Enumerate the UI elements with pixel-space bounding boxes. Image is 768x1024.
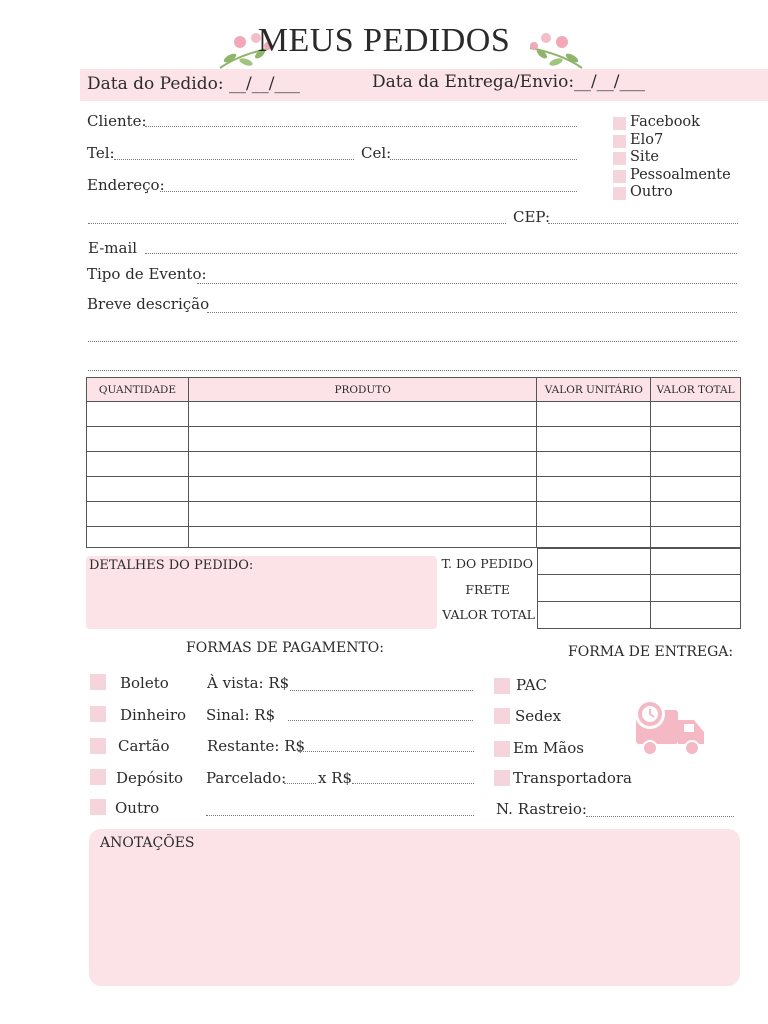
produto-cell[interactable]	[188, 502, 537, 527]
source-label-site: Site	[630, 149, 659, 165]
header-valor-unitario: VALOR UNITÁRIO	[537, 378, 651, 402]
produto-cell[interactable]	[188, 527, 537, 548]
order-details-label: DETALHES DO PEDIDO:	[89, 558, 254, 573]
total-pedido-label: T. DO PEDIDO	[441, 556, 533, 571]
table-row	[87, 402, 741, 427]
delivery-checkbox-transportadora[interactable]	[494, 770, 510, 786]
endereco-line-2[interactable]	[88, 223, 506, 224]
frete-total-cell[interactable]	[651, 575, 741, 602]
valor-total-cell[interactable]	[538, 602, 651, 629]
descricao-line-3[interactable]	[88, 370, 737, 371]
valor-total-cell[interactable]	[651, 452, 741, 477]
quantidade-cell[interactable]	[87, 402, 189, 427]
payment-label-cartao: Cartão	[118, 737, 170, 755]
cel-field[interactable]	[390, 159, 577, 160]
valor-unitario-cell[interactable]	[537, 527, 651, 548]
endereco-label: Endereço:	[87, 176, 165, 194]
frete-label: FRETE	[465, 582, 510, 597]
sinal-field[interactable]	[288, 720, 473, 721]
header-produto: PRODUTO	[188, 378, 537, 402]
parcelado-label: Parcelado:	[206, 769, 287, 787]
delivery-label-sedex: Sedex	[515, 707, 562, 725]
quantidade-cell[interactable]	[87, 502, 189, 527]
valor-total-cell[interactable]	[651, 427, 741, 452]
quantidade-cell[interactable]	[87, 527, 189, 548]
header-valor-total: VALOR TOTAL	[651, 378, 741, 402]
total-pedido-total-cell[interactable]	[651, 549, 741, 575]
source-checkbox-facebook[interactable]	[613, 117, 626, 130]
totals-table	[537, 548, 741, 629]
valor-total-cell[interactable]	[651, 527, 741, 548]
table-row	[87, 527, 741, 548]
valor-unitario-cell[interactable]	[537, 452, 651, 477]
table-row	[87, 502, 741, 527]
source-checkbox-elo7[interactable]	[613, 135, 626, 148]
source-label-elo7: Elo7	[630, 132, 664, 148]
order-date-label: Data do Pedido: __/__/___	[87, 74, 300, 94]
valor-unitario-cell[interactable]	[537, 502, 651, 527]
cliente-label: Cliente:	[87, 112, 147, 130]
notes-label: ANOTAÇÕES	[100, 835, 195, 851]
delivery-checkbox-sedex[interactable]	[494, 708, 510, 724]
tel-label: Tel:	[87, 144, 115, 162]
table-row	[87, 427, 741, 452]
tipo-evento-field[interactable]	[197, 283, 737, 284]
rastreio-label: N. Rastreio:	[496, 800, 587, 818]
descricao-line-2[interactable]	[88, 341, 737, 342]
payment-checkbox-boleto[interactable]	[90, 674, 106, 690]
source-label-pessoalmente: Pessoalmente	[630, 167, 731, 183]
payment-checkbox-cartao[interactable]	[90, 738, 106, 754]
parcelado-value-field[interactable]	[352, 783, 474, 784]
valor-total-total-cell[interactable]	[651, 602, 741, 629]
produto-cell[interactable]	[188, 402, 537, 427]
cep-field[interactable]	[548, 223, 738, 224]
quantidade-cell[interactable]	[87, 452, 189, 477]
table-row	[87, 477, 741, 502]
valor-total-cell[interactable]	[651, 477, 741, 502]
payment-checkbox-deposito[interactable]	[90, 769, 106, 785]
delivery-checkbox-em-maos[interactable]	[494, 741, 510, 757]
tipo-evento-label: Tipo de Evento:	[87, 265, 207, 283]
quantidade-cell[interactable]	[87, 477, 189, 502]
table-row	[87, 452, 741, 477]
payment-checkbox-outro[interactable]	[90, 799, 106, 815]
valor-total-cell[interactable]	[651, 402, 741, 427]
outro-payment-field[interactable]	[206, 815, 474, 816]
payment-label-outro: Outro	[115, 799, 160, 817]
produto-cell[interactable]	[188, 477, 537, 502]
restante-label: Restante: R$	[207, 737, 306, 755]
delivery-label-em-maos: Em Mãos	[513, 739, 584, 757]
valor-unitario-cell[interactable]	[537, 477, 651, 502]
source-label-outro: Outro	[630, 184, 673, 200]
cep-label: CEP:	[513, 208, 551, 226]
source-checkbox-outro[interactable]	[613, 187, 626, 200]
sinal-label: Sinal: R$	[206, 706, 276, 724]
delivery-date-label: Data da Entrega/Envio:__/__/___	[372, 72, 645, 92]
frete-cell[interactable]	[538, 575, 651, 602]
page-title: MEUS PEDIDOS	[257, 22, 511, 59]
source-label-facebook: Facebook	[630, 114, 700, 130]
valor-total-label: VALOR TOTAL	[442, 607, 535, 622]
parcelado-installments-field[interactable]	[284, 783, 316, 784]
payment-title: FORMAS DE PAGAMENTO:	[186, 640, 384, 656]
payment-label-dinheiro: Dinheiro	[120, 706, 187, 724]
notes-box[interactable]	[89, 829, 740, 986]
produto-cell[interactable]	[188, 427, 537, 452]
quantidade-cell[interactable]	[87, 427, 189, 452]
payment-label-boleto: Boleto	[120, 674, 169, 692]
email-label: E-mail	[88, 239, 138, 257]
source-checkbox-site[interactable]	[613, 152, 626, 165]
cliente-field[interactable]	[145, 126, 577, 127]
delivery-title: FORMA DE ENTREGA:	[568, 644, 734, 660]
valor-unitario-cell[interactable]	[537, 402, 651, 427]
payment-label-deposito: Depósito	[116, 769, 184, 787]
valor-unitario-cell[interactable]	[537, 427, 651, 452]
restante-field[interactable]	[298, 751, 474, 752]
produto-cell[interactable]	[188, 452, 537, 477]
payment-checkbox-dinheiro[interactable]	[90, 706, 106, 722]
products-table	[86, 377, 741, 548]
email-field[interactable]	[145, 253, 737, 254]
delivery-truck-icon	[632, 698, 708, 764]
header-quantidade: QUANTIDADE	[87, 378, 189, 402]
endereco-field[interactable]	[160, 191, 577, 192]
parcelado-x-label: x R$	[318, 769, 353, 787]
delivery-label-transportadora: Transportadora	[513, 769, 632, 787]
descricao-label: Breve descrição	[87, 295, 210, 313]
valor-total-cell[interactable]	[651, 502, 741, 527]
rastreio-field[interactable]	[586, 816, 734, 817]
tel-field[interactable]	[114, 159, 354, 160]
descricao-field[interactable]	[207, 312, 737, 313]
vista-label: À vista: R$	[207, 674, 290, 692]
delivery-label-pac: PAC	[516, 676, 548, 694]
delivery-checkbox-pac[interactable]	[494, 678, 510, 694]
cel-label: Cel:	[361, 144, 392, 162]
vista-field[interactable]	[290, 690, 473, 691]
total-pedido-cell[interactable]	[538, 549, 651, 575]
source-checkbox-pessoalmente[interactable]	[613, 170, 626, 183]
